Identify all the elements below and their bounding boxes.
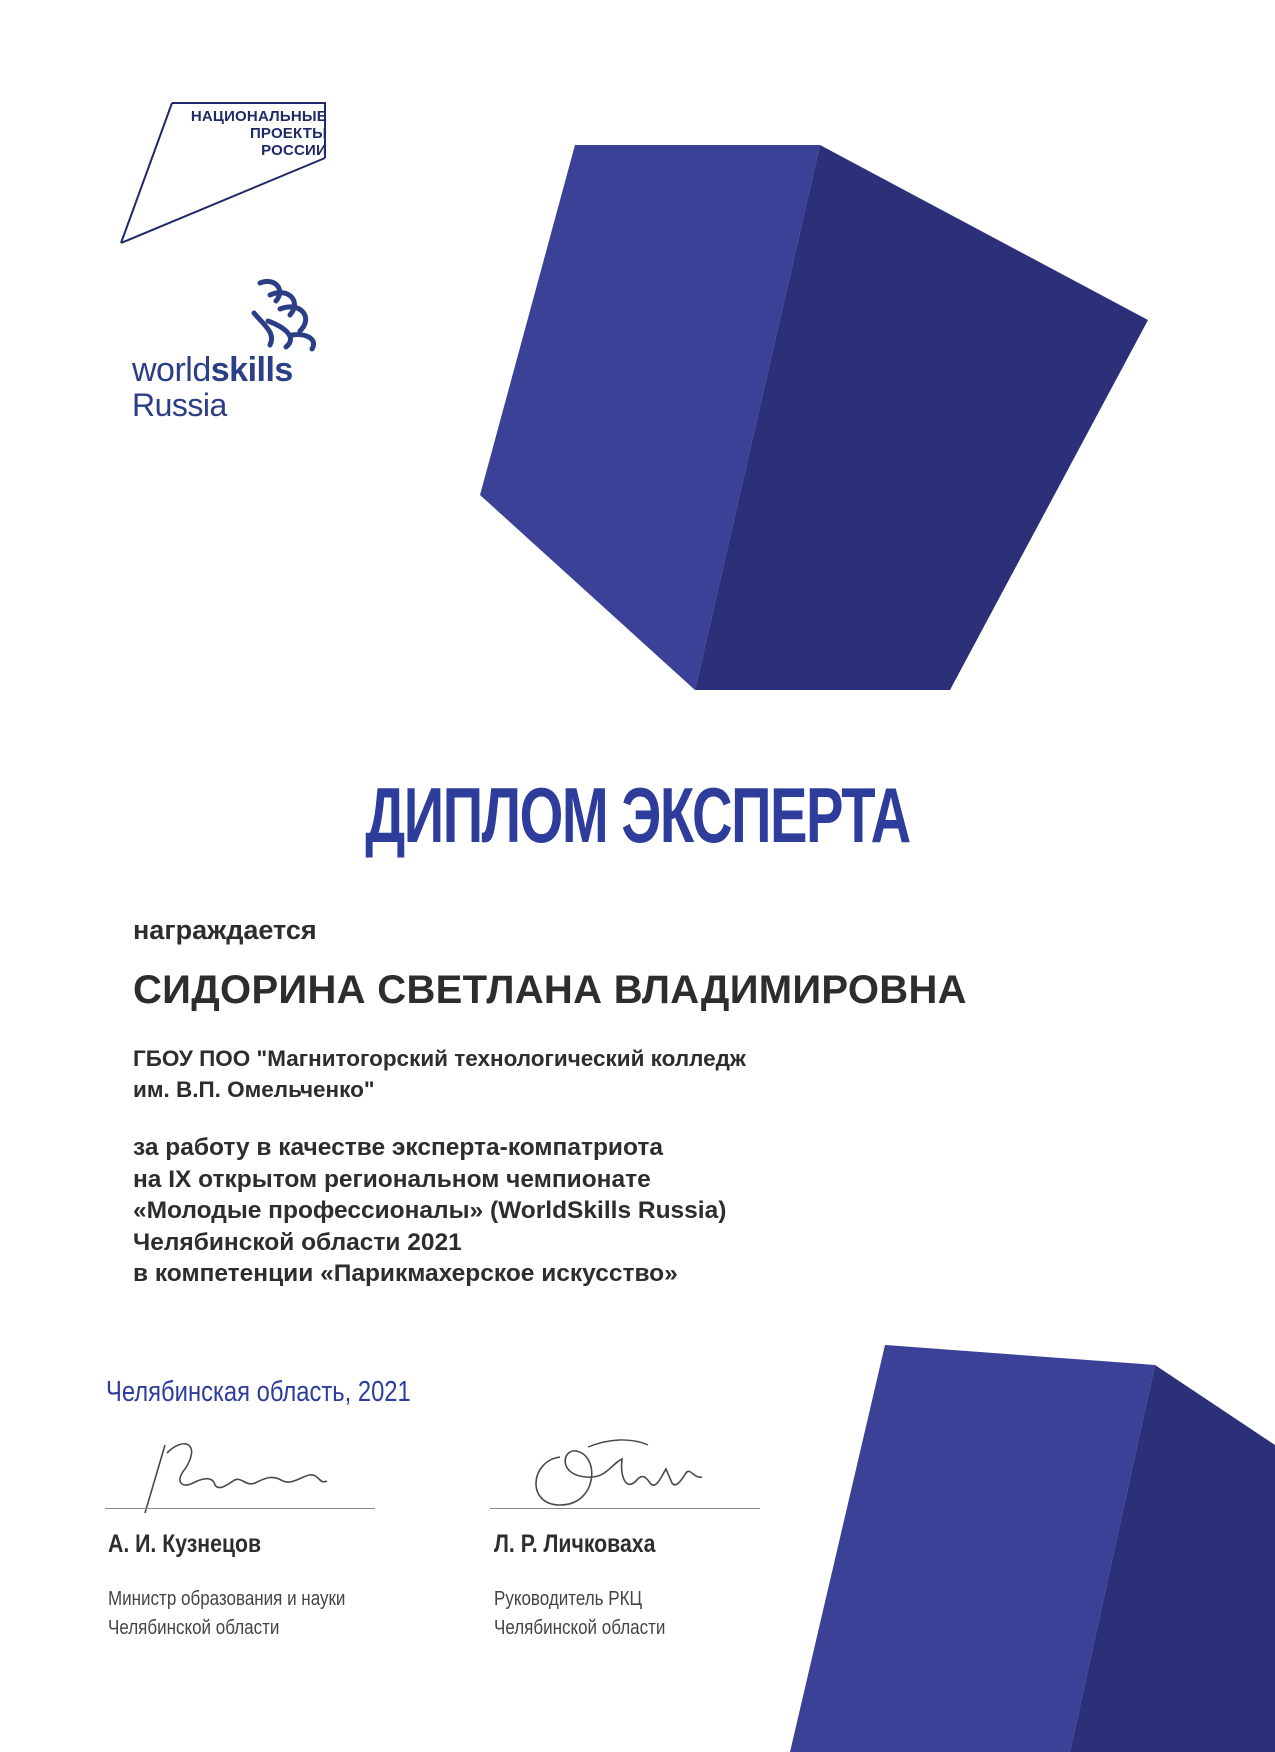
signature-line <box>105 1508 375 1509</box>
reason-line: за работу в качестве эксперта-компатриота <box>133 1134 663 1161</box>
national-projects-line: ПРОЕКТЫ <box>249 125 327 142</box>
organization-line: ГБОУ ПОО "Магнитогорский технологический колледж <box>133 1046 746 1071</box>
reason-line: «Молодые профессионалы» (WorldSkills Russia) <box>133 1197 727 1224</box>
award-reason-block <box>133 1132 726 1290</box>
decorative-cube-large <box>480 140 1160 700</box>
position-line: Руководитель РКЦ <box>494 1588 643 1610</box>
handwritten-signature-icon <box>490 1425 760 1515</box>
signer-position-right <box>494 1585 665 1643</box>
diploma-title: ДИПЛОМ ЭКСПЕРТА <box>365 771 910 859</box>
organization-line: им. В.П. Омельченко" <box>133 1077 375 1102</box>
signer-name-left: А. И. Кузнецов <box>108 1530 262 1558</box>
worldskills-country: Russia <box>132 387 227 423</box>
recipient-name: СИДОРИНА СВЕТЛАНА ВЛАДИМИРОВНА <box>133 968 967 1012</box>
place-year: Челябинская область, 2021 <box>106 1376 411 1408</box>
worldskills-word-skills: skills <box>210 351 293 389</box>
national-projects-line: РОССИИ <box>261 142 327 159</box>
position-line: Челябинской области <box>108 1617 280 1639</box>
worldskills-word-world: world <box>132 351 211 389</box>
position-line: Министр образования и науки <box>108 1588 346 1610</box>
organization-block <box>133 1043 746 1105</box>
reason-line: Челябинской области 2021 <box>133 1228 462 1256</box>
signer-name-right: Л. Р. Личковаха <box>494 1530 656 1558</box>
national-projects-logo <box>120 100 330 245</box>
reason-line: на IX открытом региональном чемпионате <box>133 1165 651 1193</box>
handwritten-signature-icon <box>105 1425 375 1515</box>
signature-lichkovakha <box>490 1425 760 1515</box>
national-projects-text <box>191 108 327 159</box>
signer-position-left <box>108 1585 345 1643</box>
national-projects-line: НАЦИОНАЛЬНЫЕ <box>190 108 327 125</box>
position-line: Челябинской области <box>494 1617 666 1639</box>
decorative-cube-small <box>790 1345 1275 1752</box>
signature-line <box>490 1508 760 1509</box>
worldskills-logo <box>130 275 350 425</box>
awarded-label: награждается <box>133 915 317 945</box>
worldskills-swoosh-icon <box>240 275 330 355</box>
worldskills-wordmark <box>132 353 293 423</box>
signature-kuznetsov <box>105 1425 375 1515</box>
reason-line: в компетенции «Парикмахерское искусство» <box>133 1260 678 1287</box>
